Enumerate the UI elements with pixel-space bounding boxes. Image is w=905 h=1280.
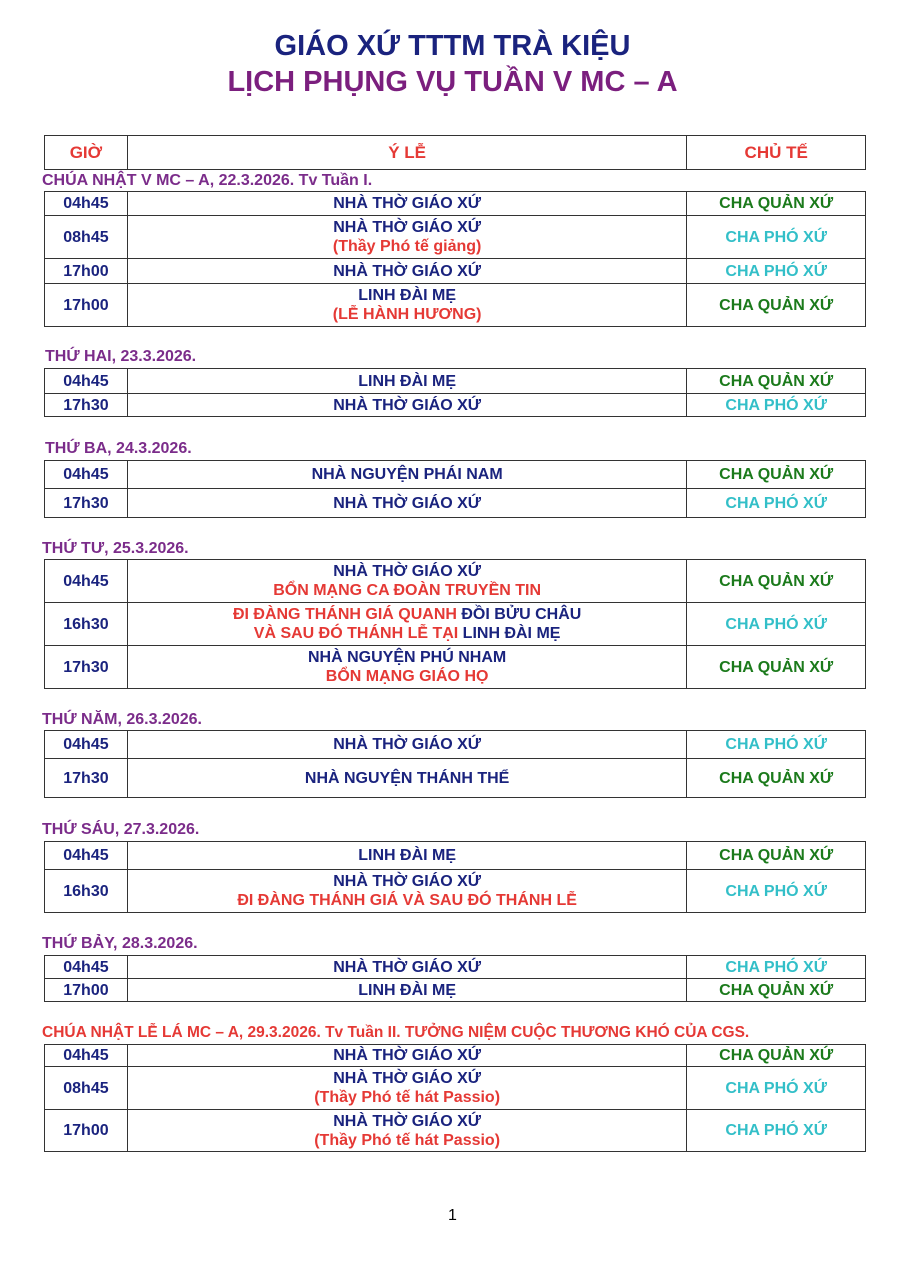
place-cell: NHÀ THỜ GIÁO XỨ [127, 731, 687, 759]
place-note: BỔN MẠNG GIÁO HỌ [325, 668, 489, 685]
time-cell: 04h45 [45, 461, 128, 489]
time-cell: 04h45 [45, 369, 128, 394]
place-cell: NHÀ NGUYỆN THÁNH THỂ [127, 759, 687, 798]
day-heading: THỨ SÁU, 27.3.2026. [42, 821, 200, 838]
time-cell: 17h30 [45, 489, 128, 518]
place-cell: NHÀ THỜ GIÁO XỨ [127, 192, 687, 216]
table-row [45, 461, 866, 489]
table-row [45, 192, 866, 216]
time-cell: 04h45 [45, 731, 128, 759]
time-cell: 17h30 [45, 646, 128, 689]
celebrant-cell: CHA PHÓ XỨ [687, 956, 866, 979]
table-row [45, 759, 866, 798]
time-cell: 04h45 [45, 956, 128, 979]
place-cell: NHÀ THỜ GIÁO XỨ [127, 489, 687, 518]
schedule-table [44, 1044, 866, 1152]
place-cell [127, 1067, 686, 1110]
day-heading: THỨ TƯ, 25.3.2026. [42, 540, 189, 557]
time-cell: 17h00 [45, 979, 128, 1002]
day-heading: THỨ NĂM, 26.3.2026. [42, 711, 202, 728]
place-note: (Thầy Phó tế hát Passio) [314, 1131, 501, 1149]
schedule-table [44, 730, 866, 798]
table-row [45, 956, 866, 979]
table-row [45, 603, 866, 646]
page-subtitle: LỊCH PHỤNG VỤ TUẦN V MC – A [227, 66, 678, 98]
time-cell: 17h00 [45, 259, 128, 284]
celebrant-cell: CHA PHÓ XỨ [687, 259, 866, 284]
place-cell [127, 603, 687, 646]
day-heading: THỨ BA, 24.3.2026. [45, 440, 192, 457]
schedule-table [44, 191, 866, 327]
table-row [45, 489, 866, 518]
table-row [45, 979, 866, 1002]
celebrant-cell: CHA QUẢN XỨ [687, 369, 866, 394]
time-cell: 04h45 [45, 1045, 128, 1067]
place-cell [127, 216, 687, 259]
place-note: (LỄ HÀNH HƯƠNG) [332, 306, 482, 323]
table-row [45, 259, 866, 284]
celebrant-cell: CHA QUẢN XỨ [687, 759, 866, 798]
table-row [45, 216, 866, 259]
place-cell [127, 1110, 686, 1152]
day-heading: CHÚA NHẬT V MC – A, 22.3.2026. Tv Tuần I. [42, 172, 373, 189]
time-cell: 16h30 [45, 603, 128, 646]
time-cell: 17h30 [45, 759, 128, 798]
place-cell [127, 870, 686, 913]
table-row [45, 369, 866, 394]
note-text: VÀ SAU ĐÓ THÁNH LỄ TẠI [253, 625, 463, 642]
day-heading: THỨ BẢY, 28.3.2026. [42, 935, 198, 952]
note-text: ĐI ĐÀNG THÁNH GIÁ QUANH [232, 606, 462, 623]
place-text: NHÀ THỜ GIÁO XỨ [333, 1112, 482, 1130]
time-cell: 04h45 [45, 842, 128, 870]
table-row [45, 1045, 866, 1067]
place-note: BỔN MẠNG CA ĐOÀN TRUYỀN TIN [273, 582, 542, 599]
celebrant-cell: CHA QUẢN XỨ [687, 979, 866, 1002]
celebrant-cell: CHA QUẢN XỨ [687, 646, 866, 689]
celebrant-cell: CHA QUẢN XỨ [687, 284, 866, 327]
schedule-table [44, 559, 866, 689]
header-table [44, 135, 866, 170]
place-note: (Thầy Phó tế giảng) [332, 238, 482, 255]
time-cell: 04h45 [45, 192, 128, 216]
place-cell: NHÀ THỜ GIÁO XỨ [127, 956, 686, 979]
header-time: GIỜ [45, 136, 128, 170]
time-cell: 08h45 [45, 216, 128, 259]
place-line-2 [128, 624, 687, 643]
time-cell: 08h45 [45, 1067, 128, 1110]
time-cell: 04h45 [45, 560, 128, 603]
header-celebrant: CHỦ TẾ [687, 136, 866, 170]
place-cell: NHÀ THỜ GIÁO XỨ [127, 394, 686, 417]
celebrant-cell: CHA PHÓ XỨ [687, 731, 866, 759]
celebrant-cell: CHA QUẢN XỨ [687, 842, 866, 870]
place-text: LINH ĐÀI MẸ [462, 625, 561, 642]
place-text: NHÀ THỜ GIÁO XỨ [333, 873, 482, 890]
place-note: ĐI ĐÀNG THÁNH GIÁ VÀ SAU ĐÓ THÁNH LỄ [237, 892, 577, 909]
table-row [45, 284, 866, 327]
place-cell: LINH ĐÀI MẸ [127, 842, 686, 870]
place-text: ĐỒI BỬU CHÂU [461, 606, 582, 623]
schedule-table [44, 841, 866, 913]
celebrant-cell: CHA QUẢN XỨ [687, 461, 866, 489]
table-row [45, 731, 866, 759]
celebrant-cell: CHA PHÓ XỨ [687, 1067, 866, 1110]
table-row [45, 1110, 866, 1152]
day-heading: CHÚA NHẬT LỄ LÁ MC – A, 29.3.2026. Tv Tuần II. TƯỞNG NIỆM CUỘC THƯƠNG KHÓ CỦA CGS. [42, 1024, 750, 1041]
table-row [45, 842, 866, 870]
celebrant-cell: CHA PHÓ XỨ [687, 870, 866, 913]
place-text: NHÀ THỜ GIÁO XỨ [333, 1070, 482, 1087]
place-text: NHÀ NGUYỆN PHÚ NHAM [308, 649, 507, 666]
place-cell: NHÀ NGUYỆN PHÁI NAM [127, 461, 687, 489]
place-cell: LINH ĐÀI MẸ [127, 369, 686, 394]
table-row [45, 1067, 866, 1110]
celebrant-cell: CHA PHÓ XỨ [687, 603, 866, 646]
day-heading: THỨ HAI, 23.3.2026. [45, 348, 197, 365]
place-note: (Thầy Phó tế hát Passio) [314, 1089, 501, 1106]
time-cell: 16h30 [45, 870, 128, 913]
page-number: 1 [448, 1207, 457, 1224]
place-cell [127, 284, 687, 327]
place-cell [127, 560, 687, 603]
table-row [45, 646, 866, 689]
header-intention: Ý LỄ [127, 136, 687, 170]
celebrant-cell: CHA PHÓ XỨ [687, 216, 866, 259]
schedule-table [44, 460, 866, 518]
table-row [45, 560, 866, 603]
place-cell: NHÀ THỜ GIÁO XỨ [127, 1045, 686, 1067]
schedule-table [44, 955, 866, 1002]
place-cell: NHÀ THỜ GIÁO XỨ [127, 259, 687, 284]
place-cell [127, 646, 687, 689]
celebrant-cell: CHA QUẢN XỨ [687, 192, 866, 216]
time-cell: 17h00 [45, 1110, 128, 1152]
place-text: LINH ĐÀI MẸ [358, 287, 457, 304]
celebrant-cell: CHA PHÓ XỨ [687, 1110, 866, 1152]
time-cell: 17h30 [45, 394, 128, 417]
celebrant-cell: CHA QUẢN XỨ [687, 560, 866, 603]
place-line-1 [128, 605, 687, 624]
place-cell: LINH ĐÀI MẸ [127, 979, 686, 1002]
time-cell: 17h00 [45, 284, 128, 327]
celebrant-cell: CHA PHÓ XỨ [687, 489, 866, 518]
celebrant-cell: CHA PHÓ XỨ [687, 394, 866, 417]
page-title: GIÁO XỨ TTTM TRÀ KIỆU [274, 30, 631, 62]
table-row [45, 394, 866, 417]
place-text: NHÀ THỜ GIÁO XỨ [333, 563, 482, 580]
celebrant-cell: CHA QUẢN XỨ [687, 1045, 866, 1067]
table-row [45, 870, 866, 913]
place-text: NHÀ THỜ GIÁO XỨ [333, 219, 482, 236]
schedule-table [44, 368, 866, 417]
